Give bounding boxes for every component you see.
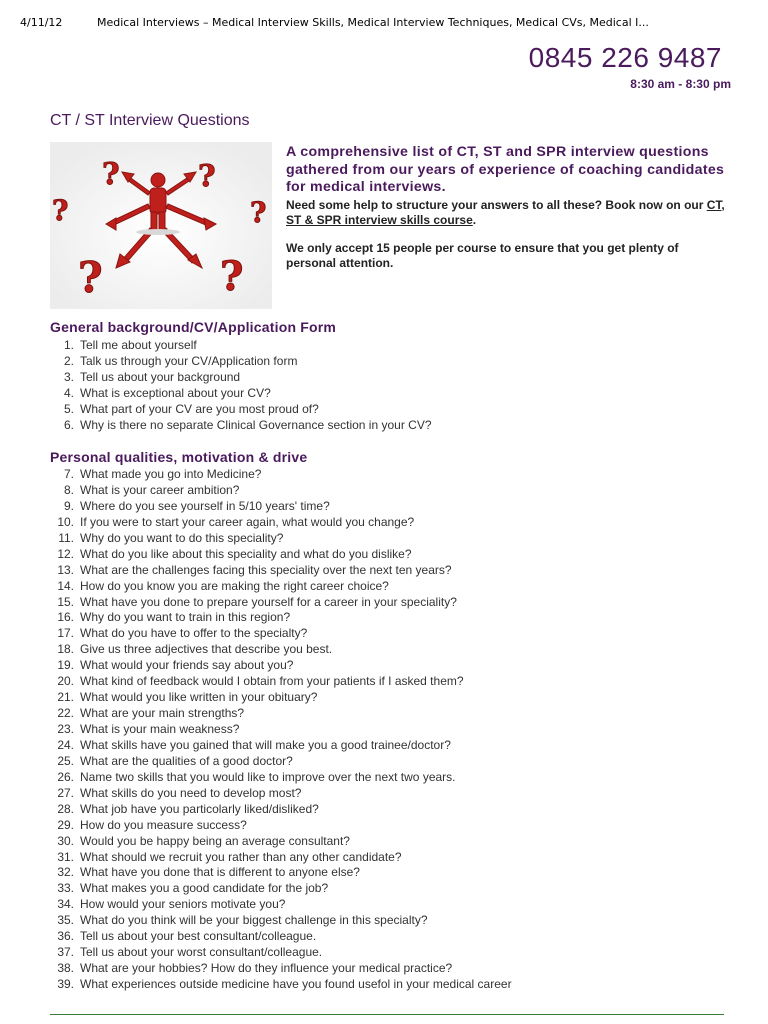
question-text: What have you done to prepare yourself for a career in your speciality?	[80, 594, 457, 609]
question-text: What should we recruit you rather than any other candidate?	[80, 849, 402, 864]
svg-text:?: ?	[102, 157, 120, 192]
list-item-number: 6.	[63, 417, 74, 432]
question-text: Would you be happy being an average consultant?	[80, 833, 350, 848]
list-item	[50, 961, 453, 977]
list-item	[50, 385, 271, 402]
list-item	[50, 769, 456, 786]
question-text: What is your main weakness?	[80, 722, 240, 736]
question-text: Give us three adjectives that describe you best.	[80, 642, 333, 657]
list-item	[50, 610, 291, 626]
list-item-number: 30.	[57, 833, 74, 848]
list-item-number: 18.	[57, 642, 74, 657]
list-item-number: 26.	[57, 769, 74, 784]
list-item	[50, 881, 329, 897]
list-item-number: 20.	[57, 674, 74, 689]
list-item	[50, 546, 412, 563]
list-item-number: 23.	[57, 722, 74, 736]
list-item-number: 34.	[57, 897, 74, 912]
list-item	[50, 785, 302, 802]
question-text: How do you measure success?	[80, 817, 247, 832]
svg-text:?: ?	[220, 253, 244, 300]
question-text: What experiences outside medicine have you found usefol in your medical career	[80, 977, 512, 991]
list-item-number: 21.	[57, 690, 74, 705]
list-item-number: 33.	[57, 881, 74, 896]
list-item-number: 12.	[57, 546, 74, 561]
list-item	[50, 849, 402, 866]
intro-help	[286, 198, 726, 228]
question-text: What is exceptional about your CV?	[80, 385, 271, 400]
list-item-number: 27.	[57, 785, 74, 800]
question-text: Why do you want to train in this region?	[80, 610, 291, 625]
intro-block	[286, 144, 726, 272]
print-date: 4/11/12	[20, 16, 63, 29]
list-item	[50, 626, 308, 642]
question-text: What made you go into Medicine?	[80, 467, 262, 481]
intro-help-suffix: .	[472, 212, 477, 227]
question-text: What job have you particolarly liked/disliked?	[80, 801, 319, 816]
list-item	[50, 722, 240, 738]
list-item	[50, 690, 318, 706]
question-text: What are the challenges facing this speciality over the next ten years?	[80, 562, 452, 577]
question-text: Tell me about yourself	[80, 338, 197, 352]
list-item-number: 32.	[57, 865, 74, 880]
list-item-number: 24.	[57, 737, 74, 752]
list-item-number: 38.	[57, 961, 74, 976]
question-text: What makes you a good candidate for the job?	[80, 881, 329, 896]
intro-lead: A comprehensive list of CT, ST and SPR interview questions gathered from our years of experience of coaching candidates for medical interviews.	[286, 144, 725, 195]
list-item	[50, 674, 464, 690]
list-item-number: 19.	[57, 658, 74, 673]
question-text: Tell us about your worst consultant/colleague.	[80, 945, 323, 960]
list-item-number: 28.	[57, 801, 74, 816]
question-text: What skills have you gained that will make you a good trainee/doctor?	[80, 737, 451, 752]
list-item-number: 8.	[63, 482, 74, 497]
svg-text:?: ?	[198, 159, 216, 194]
question-marks-figure-image	[50, 142, 272, 309]
question-text: What do you think will be your biggest challenge in this specialty?	[80, 913, 428, 928]
question-text: What kind of feedback would I obtain from your patients if I asked them?	[80, 674, 464, 689]
list-item-number: 10.	[57, 514, 74, 529]
list-item	[50, 753, 293, 770]
list-item-number: 15.	[57, 594, 74, 609]
question-text: What skills do you need to develop most?	[80, 785, 302, 800]
list-item	[50, 817, 247, 834]
question-text: Why is there no separate Clinical Governance section in your CV?	[80, 417, 432, 432]
list-item	[50, 417, 432, 434]
list-item-number: 13.	[57, 562, 74, 577]
list-item	[50, 929, 317, 945]
question-text: How do you know you are making the right career choice?	[80, 578, 389, 593]
bottom-divider	[50, 1014, 724, 1015]
list-item-number: 9.	[63, 498, 74, 513]
course-link[interactable]: CT, ST & SPR interview skills course	[286, 197, 725, 227]
list-item	[50, 706, 245, 722]
intro-help-text: Need some help to structure your answers to all these? Book now on our	[286, 197, 707, 212]
list-item-number: 14.	[57, 578, 74, 593]
question-list-general-background	[50, 338, 432, 434]
question-text: Where do you see yourself in 5/10 years' time?	[80, 498, 330, 513]
list-item	[50, 658, 294, 674]
intro-note: We only accept 15 people per course to ensure that you get plenty of personal attention.	[286, 240, 679, 270]
page-title: CT / ST Interview Questions	[50, 112, 250, 129]
list-item-number: 16.	[57, 610, 74, 625]
question-text: How would your seniors motivate you?	[80, 897, 286, 912]
question-text: What is your career ambition?	[80, 482, 240, 497]
question-text: Tell us about your best consultant/colleague.	[80, 929, 317, 944]
opening-hours: 8:30 am - 8:30 pm	[630, 77, 731, 91]
list-item-number: 7.	[63, 467, 74, 481]
list-item	[50, 594, 457, 611]
list-item	[50, 945, 323, 961]
list-item	[50, 977, 512, 993]
svg-text:?: ?	[52, 194, 69, 227]
list-item-number: 36.	[57, 929, 74, 944]
question-marks-figure-icon	[50, 142, 272, 309]
list-item	[50, 865, 360, 881]
list-item-number: 37.	[57, 945, 74, 960]
list-item	[50, 514, 415, 531]
section-heading-general-background: General background/CV/Application Form	[50, 319, 337, 335]
list-item-number: 17.	[57, 626, 74, 641]
list-item	[50, 530, 284, 547]
list-item	[50, 482, 240, 499]
list-item-number: 25.	[57, 753, 74, 768]
list-item	[50, 801, 319, 818]
list-item	[50, 467, 262, 483]
question-list-personal-qualities	[50, 467, 512, 993]
svg-text:?: ?	[250, 196, 267, 229]
list-item	[50, 401, 319, 418]
list-item-number: 1.	[63, 338, 74, 352]
list-item	[50, 642, 333, 658]
list-item	[50, 913, 428, 929]
list-item-number: 35.	[57, 913, 74, 928]
list-item-number: 5.	[63, 401, 74, 416]
question-text: If you were to start your career again, what would you change?	[80, 514, 415, 529]
svg-text:?: ?	[78, 253, 103, 302]
list-item-number: 2.	[63, 353, 74, 368]
list-item-number: 22.	[57, 706, 74, 721]
list-item-number: 29.	[57, 817, 74, 832]
list-item	[50, 578, 389, 595]
question-text: What do you like about this speciality and what do you dislike?	[80, 546, 412, 561]
print-page-title: Medical Interviews – Medical Interview Skills, Medical Interview Techniques, Medical CVs, Medical I...	[97, 16, 649, 29]
question-text: What are the qualities of a good doctor?	[80, 753, 293, 768]
list-item	[50, 562, 452, 579]
question-text: What are your hobbies? How do they influence your medical practice?	[80, 961, 453, 976]
phone-number[interactable]: 0845 226 9487	[528, 42, 722, 73]
section-heading-personal-qualities: Personal qualities, motivation & drive	[50, 449, 308, 465]
question-text: What have you done that is different to anyone else?	[80, 865, 360, 880]
list-item-number: 4.	[63, 385, 74, 400]
question-text: Tell us about your background	[80, 369, 241, 384]
question-text: Name two skills that you would like to improve over the next two years.	[80, 769, 456, 784]
question-text: Talk us through your CV/Application form	[80, 353, 298, 368]
list-item-number: 11.	[58, 530, 74, 545]
question-text: What would you like written in your obituary?	[80, 690, 318, 705]
list-item-number: 31.	[57, 849, 74, 864]
list-item	[50, 897, 286, 913]
list-item	[50, 737, 451, 754]
list-item	[50, 338, 197, 354]
list-item	[50, 369, 241, 386]
question-text: Why do you want to do this speciality?	[80, 530, 284, 545]
question-text: What part of your CV are you most proud of?	[80, 401, 319, 416]
list-item-number: 39.	[57, 977, 74, 991]
question-text: What do you have to offer to the specialty?	[80, 626, 308, 641]
question-text: What would your friends say about you?	[80, 658, 294, 673]
list-item-number: 3.	[63, 369, 74, 384]
list-item	[50, 498, 330, 515]
question-text: What are your main strengths?	[80, 706, 245, 721]
list-item	[50, 353, 298, 370]
list-item	[50, 833, 350, 850]
